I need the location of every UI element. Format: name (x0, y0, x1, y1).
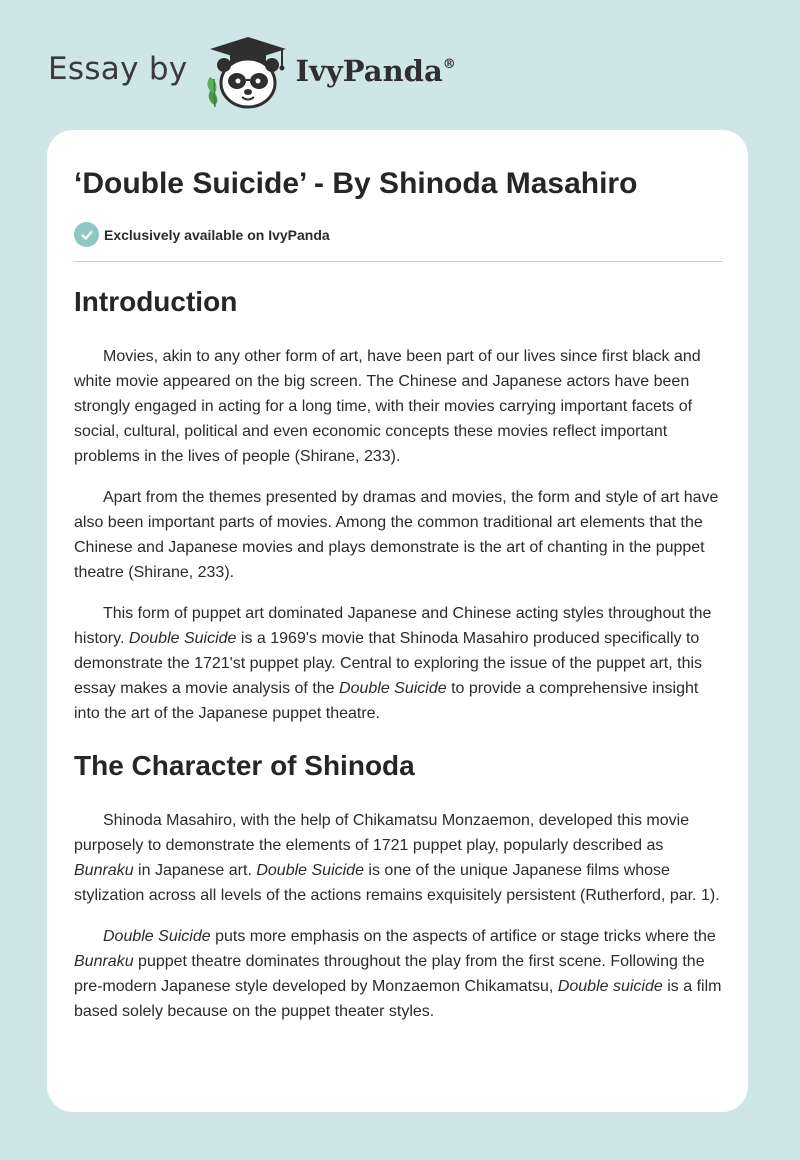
italic-title: Double suicide (557, 978, 663, 995)
paragraph: Double Suicide puts more emphasis on the aspects of artifice or stage tricks where the Bunraku puppet theatre dominates throughout the play from the first scene. Following the pre-modern Japanese style developed by Monzaemon Chikamatsu, Double suicide is a film based solely because on the puppet theater styles. (74, 928, 722, 1020)
essay-body (74, 280, 724, 1024)
section-heading: Introduction (74, 286, 238, 317)
paragraph: This form of puppet art dominated Japanese and Chinese acting styles throughout the history. Double Suicide is a 1969's movie that Shinoda Masahiro produced specifically to demonstrate the 1721'st puppet play. Central to exploring the issue of the puppet art, this essay makes a movie analysis of the Double Suicide to provide a comprehensive insight into the art of the Japanese puppet theatre. (74, 605, 712, 722)
italic-title: Double Suicide (103, 928, 211, 945)
essay-card (47, 130, 748, 1112)
page-title: ‘Double Suicide’ - By Shinoda Masahiro (74, 167, 638, 200)
paragraph: Movies, akin to any other form of art, have been part of our lives since first black and white movie appeared on the big screen. The Chinese and Japanese actors have been strongly engaged in acting for a long time, with their movies carrying important facets of social, cultural, political and even economic concepts these movies reflect important problems in the lives of people (Shirane, 233). (74, 348, 701, 465)
exclusive-label: Exclusively available on IvyPanda (104, 226, 330, 243)
italic-title: Double Suicide (128, 630, 237, 647)
brand-prefix: Essay by (48, 51, 188, 87)
brand-name[interactable]: IvyPanda® (295, 54, 456, 88)
italic-title: Double Suicide (256, 862, 364, 879)
italic-title: Double Suicide (339, 680, 447, 697)
divider (74, 261, 723, 262)
italic-title: Bunraku (74, 862, 134, 879)
section-heading: The Character of Shinoda (74, 750, 415, 781)
check-icon (74, 222, 99, 247)
brand-header (48, 32, 456, 112)
paragraph: Shinoda Masahiro, with the help of Chikamatsu Monzaemon, developed this movie purposely to demonstrate the elements of 1721 puppet play, popularly described as Bunraku in Japanese art. Double Suicide is one of the unique Japanese films whose stylization across all levels of the actions remains exquisitely persistent (Rutherford, par. 1). (74, 812, 720, 904)
exclusive-badge (74, 222, 330, 247)
panda-graduate-icon (202, 33, 294, 111)
italic-title: Bunraku (74, 953, 134, 970)
paragraph: Apart from the themes presented by dramas and movies, the form and style of art have also been important parts of movies. Among the common traditional art elements that the Chinese and Japanese movies and plays demonstrate is the art of chanting in the puppet theatre (Shirane, 233). (74, 489, 719, 581)
